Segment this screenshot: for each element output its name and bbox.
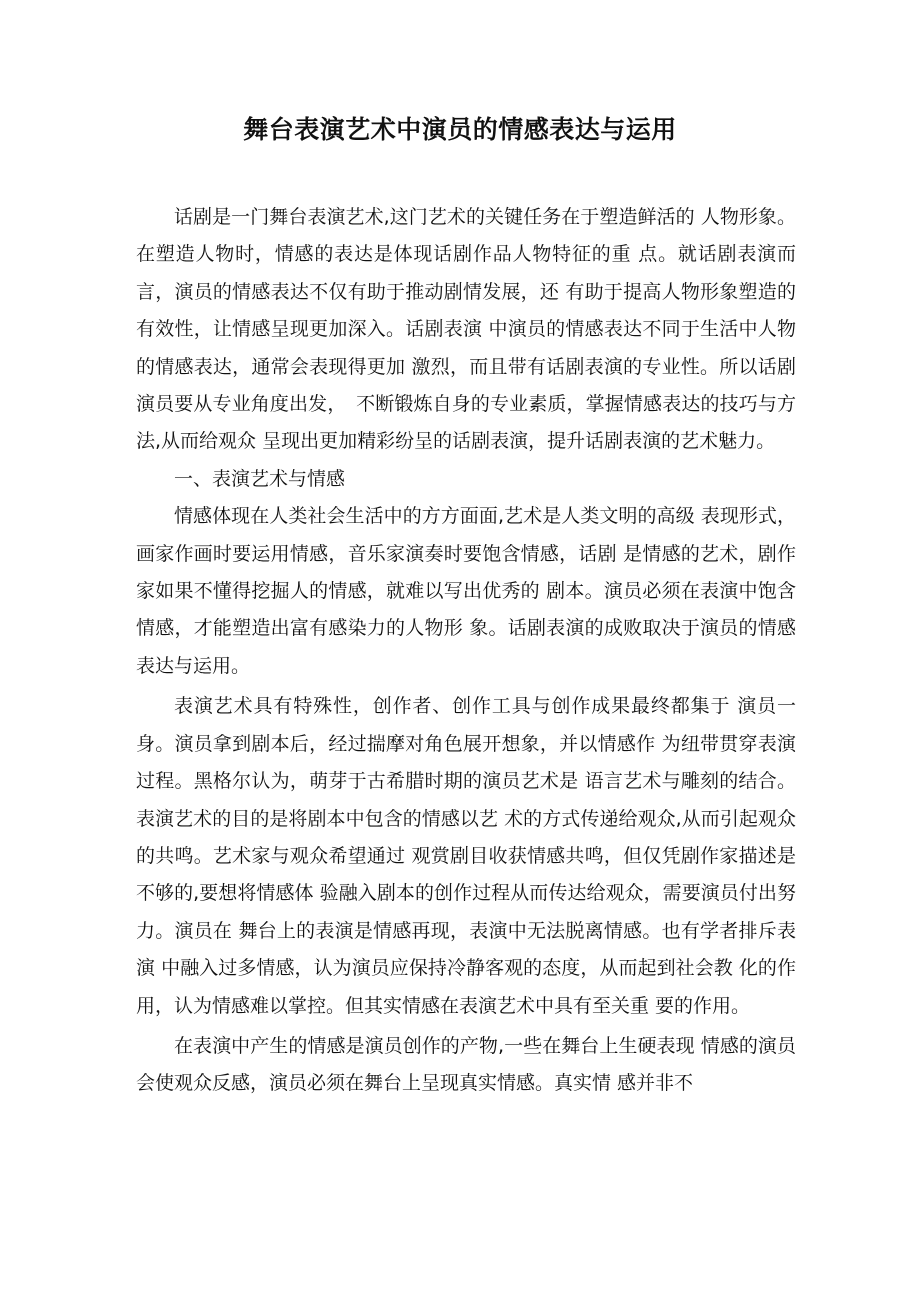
section-heading: 一、表演艺术与情感	[174, 467, 346, 490]
paragraph-real-emotion: 在表演中产生的情感是演员创作的产物,一些在舞台上生硬表现 情感的演员会使观众反感，演员必须在舞台上呈现真实情感。真实情 感并非不	[136, 1034, 796, 1095]
paragraph-emotion-in-art: 情感体现在人类社会生活中的方方面面,艺术是人类文明的高级 表现形式，画家作画时要运用情感，音乐家演奏时要饱含情感，话剧 是情感的艺术，剧作家如果不懂得挖掘人的情感，就难以写出优秀的 剧本。演员必须在表演中饱含情感，才能塑造出富有感染力的人物形 象。话剧表演的成败取决于演员的情感表达与运用。	[136, 505, 796, 677]
document-title: 舞台表演艺术中演员的情感表达与运用	[243, 115, 677, 144]
paragraph-intro: 话剧是一门舞台表演艺术,这门艺术的关键任务在于塑造鲜活的 人物形象。在塑造人物时，情感的表达是体现话剧作品人物特征的重 点。就话剧表演而言，演员的情感表达不仅有助于推动剧情发展，还 有助于提高人物形象塑造的有效性，让情感呈现更加深入。话剧表演 中演员的情感表达不同于生活中人物的情感表达，通常会表现得更加 激烈，而且带有话剧表演的专业性。所以话剧演员要从专业角度出发， 不断锻炼自身的专业素质，掌握情感表达的技巧与方法,从而给观众 呈现出更加精彩纷呈的话剧表演，提升话剧表演的艺术魅力。	[136, 206, 796, 453]
document-body	[136, 199, 796, 1103]
paragraph-performance-art: 表演艺术具有特殊性，创作者、创作工具与创作成果最终都集于 演员一身。演员拿到剧本后，经过揣摩对角色展开想象，并以情感作 为纽带贯穿表演过程。黑格尔认为，萌芽于古希腊时期的演员艺术是 语言艺术与雕刻的结合。表演艺术的目的是将剧本中包含的情感以艺 术的方式传递给观众,从而引起观众的共鸣。艺术家与观众希望通过 观赏剧目收获情感共鸣，但仅凭剧作家描述是不够的,要想将情感体 验融入剧本的创作过程从而传达给观众，需要演员付出努力。演员在 舞台上的表演是情感再现，表演中无法脱离情感。也有学者排斥表演 中融入过多情感，认为演员应保持冷静客观的态度，从而起到社会教 化的作用，认为情感难以掌控。但其实情感在表演艺术中具有至关重 要的作用。	[136, 695, 796, 1017]
